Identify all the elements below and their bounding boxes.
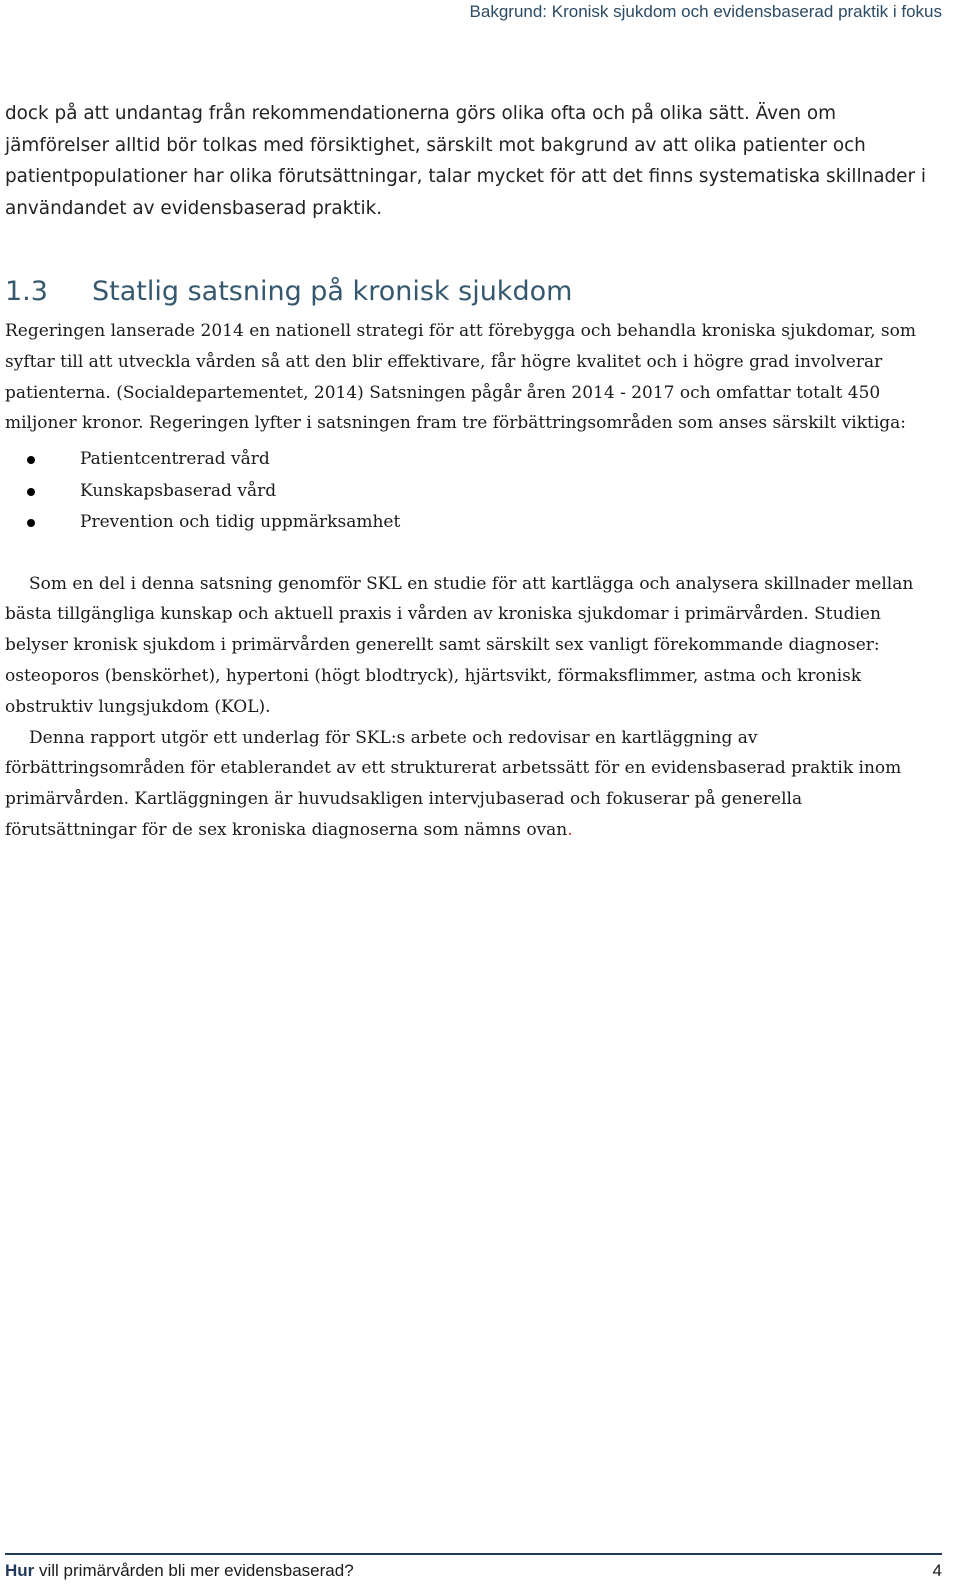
page-footer (5, 1553, 942, 1583)
footer-title (5, 1561, 354, 1581)
section-paragraph-3 (5, 723, 935, 846)
section-paragraph-3-text: Denna rapport utgör ett underlag för SKL:s arbete och redovisar en kartläggning av förbättringsområden för etablerandet av ett strukturerat arbetssätt för en evidensbaserad praktik inom primärvården. Kartläggningen är huvudsakligen intervjubaserad och fokuserar på generella förutsättningar för de sex kroniska diagnoserna som nämns ovan (5, 727, 902, 841)
list-item (5, 444, 935, 476)
list-item-label: Patientcentrerad vård (80, 449, 270, 470)
running-header: Bakgrund: Kronisk sjukdom och evidensbaserad praktik i fokus (469, 2, 942, 21)
page-number: 4 (932, 1561, 942, 1580)
section-number: 1.3 (5, 276, 48, 307)
list-item-label: Prevention och tidig uppmärksamhet (80, 512, 401, 533)
bullet-list (5, 444, 935, 539)
bullet-icon (27, 456, 35, 464)
section-heading (5, 275, 935, 309)
footer-title-rest: vill primärvården bli mer evidensbaserad? (34, 1561, 354, 1580)
page-content (5, 98, 935, 846)
bullet-icon (27, 519, 35, 527)
section-paragraph-1: Regeringen lanserade 2014 en nationell strategi för att förebygga och behandla kroniska sjukdomar, som syftar till att utveckla vården så att den blir effektivare, får högre kvalitet och i högre grad involverar patienterna. (Socialdepartementet, 2014) Satsningen pågår åren 2014 - 2017 och omfattar totalt 450 miljoner kronor. Regeringen lyfter i satsningen fram tre förbättringsområden som anses särskilt viktiga: (5, 321, 916, 434)
footer-title-bold: Hur (5, 1561, 35, 1580)
intro-paragraph: dock på att undantag från rekommendationerna görs olika ofta och på olika sätt. Även om jämförelser alltid bör tolkas med försiktighet, särskilt mot bakgrund av att olika patienter och patientpopulationer har olika förutsättningar, talar mycket för att det finns systematiska skillnader i användandet av evidensbaserad praktik. (5, 103, 926, 219)
list-item (5, 476, 935, 508)
trailing-period: . (567, 820, 573, 841)
list-item-label: Kunskapsbaserad vård (80, 480, 277, 501)
section-paragraph-2: Som en del i denna satsning genomför SKL en studie för att kartlägga och analysera skillnader mellan bästa tillgängliga kunskap och aktuell praxis i vården av kroniska sjukdomar i primärvården. Studien belyser kronisk sjukdom i primärvården generellt samt särskilt sex vanligt förekommande diagnoser: osteoporos (benskörhet), hypertoni (högt blodtryck), hjärtsvikt, förmaksflimmer, astma och kronisk obstruktiv lungsjukdom (KOL). (5, 573, 914, 717)
bullet-icon (27, 488, 35, 496)
list-item (5, 507, 935, 539)
section-title: Statlig satsning på kronisk sjukdom (92, 276, 573, 307)
